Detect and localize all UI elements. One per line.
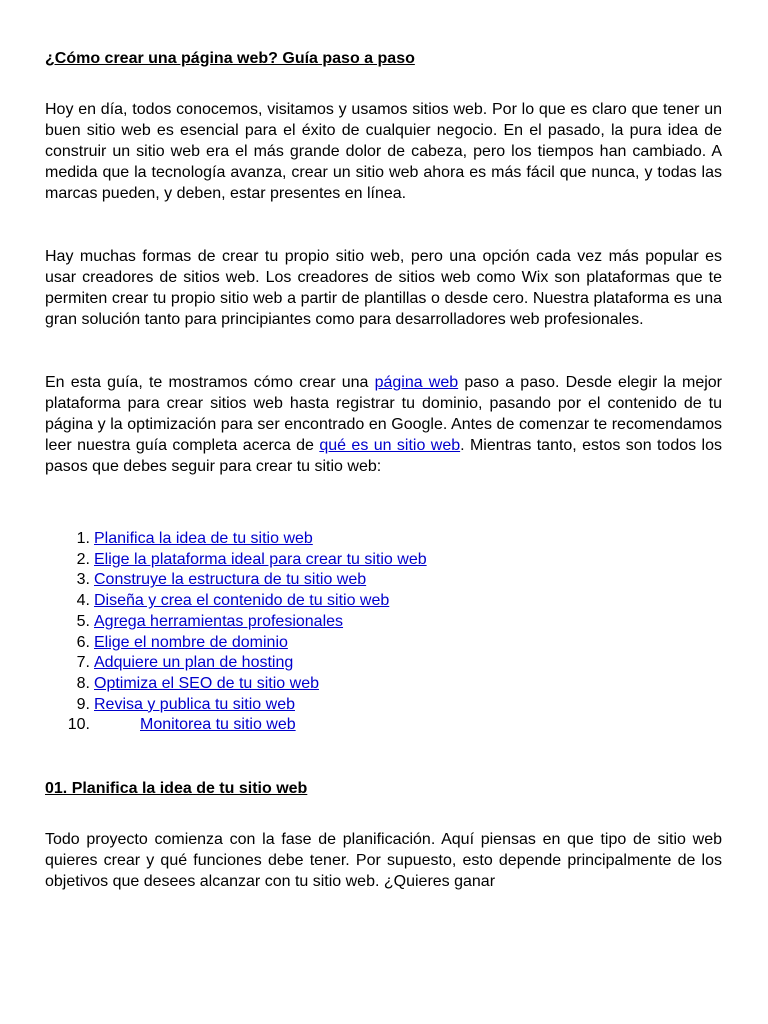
list-item [45, 570, 722, 591]
list-item [45, 529, 722, 550]
list-item [45, 653, 722, 674]
list-item [45, 550, 722, 571]
list-item-number: 6. [76, 633, 90, 651]
intro-paragraph-3 [45, 372, 722, 477]
list-item-number: 4. [76, 592, 90, 610]
step-link-4[interactable]: Diseña y crea el contenido de tu sitio web [94, 592, 390, 610]
list-item-number: 9. [76, 695, 90, 713]
section-1-paragraph: Todo proyecto comienza con la fase de planificación. Aquí piensas en que tipo de sitio web quieres crear y qué funciones debe tener. Por supuesto, esto depende principalmente de los objetivos que desees alcanzar con tu sitio web. ¿Quieres ganar [45, 831, 722, 891]
step-link-2[interactable]: Elige la plataforma ideal para crear tu sitio web [94, 550, 427, 568]
list-item-number: 1. [76, 530, 90, 547]
list-item-number: 2. [76, 550, 90, 568]
document-title: ¿Cómo crear una página web? Guía paso a paso [45, 50, 415, 67]
step-link-10[interactable]: Monitorea tu sitio web [140, 716, 296, 734]
list-item [45, 695, 722, 716]
pagina-web-link[interactable]: página web [374, 374, 459, 391]
intro-paragraph-2: Hay muchas formas de crear tu propio sitio web, pero una opción cada vez más popular es usar creadores de sitios web. Los creadores de sitios web como Wix son plataformas que te permiten crear tu propio sitio web a partir de plantillas o desde cero. Nuestra plataforma es una gran solución tanto para principiantes como para desarrolladores web profesionales. [45, 248, 722, 328]
que-es-un-sitio-web-link[interactable]: qué es un sitio web [319, 437, 461, 454]
intro-paragraph-3-text-a: En esta guía, te mostramos cómo crear una [45, 374, 375, 391]
list-item [45, 715, 722, 736]
list-item-number: 7. [76, 654, 90, 672]
step-link-5[interactable]: Agrega herramientas profesionales [94, 612, 344, 630]
list-item-number: 10. [67, 716, 90, 734]
step-link-8[interactable]: Optimiza el SEO de tu sitio web [94, 674, 319, 692]
step-link-7[interactable]: Adquiere un plan de hosting [94, 654, 294, 672]
list-item [45, 612, 722, 633]
intro-paragraph-3-text-c: . Mientras tanto, estos son todos los pasos que debes seguir para crear tu sitio web: [45, 437, 722, 475]
list-item [45, 674, 722, 695]
steps-list [45, 529, 722, 736]
list-item-number: 5. [76, 612, 90, 630]
list-item-number: 8. [76, 674, 90, 692]
step-link-6[interactable]: Elige el nombre de dominio [94, 633, 288, 651]
step-link-9[interactable]: Revisa y publica tu sitio web [94, 695, 295, 713]
list-item [45, 633, 722, 654]
step-link-1[interactable]: Planifica la idea de tu sitio web [94, 530, 313, 547]
document-page [45, 48, 722, 892]
step-link-3[interactable]: Construye la estructura de tu sitio web [94, 571, 367, 589]
intro-paragraph-3-text-b: paso a paso. Desde elegir la mejor plataforma para crear sitios web hasta registrar tu dominio, pasando por el contenido de tu página y la optimización para ser encontrado en Google. Antes de comenzar te recomendamos leer nuestra guía completa acerca de [45, 374, 722, 454]
section-heading-1: 01. Planifica la idea de tu sitio web [45, 780, 308, 798]
list-item [45, 591, 722, 612]
intro-paragraph-1: Hoy en día, todos conocemos, visitamos y usamos sitios web. Por lo que es claro que tener un buen sitio web es esencial para el éxito de cualquier negocio. En el pasado, la pura idea de construir un sitio web era el más grande dolor de cabeza, pero los tiempos han cambiado. A medida que la tecnología avanza, crear un sitio web ahora es más fácil que nunca, y todas las marcas pueden, y deben, estar presentes en línea. [45, 101, 722, 202]
list-item-number: 3. [76, 571, 90, 589]
